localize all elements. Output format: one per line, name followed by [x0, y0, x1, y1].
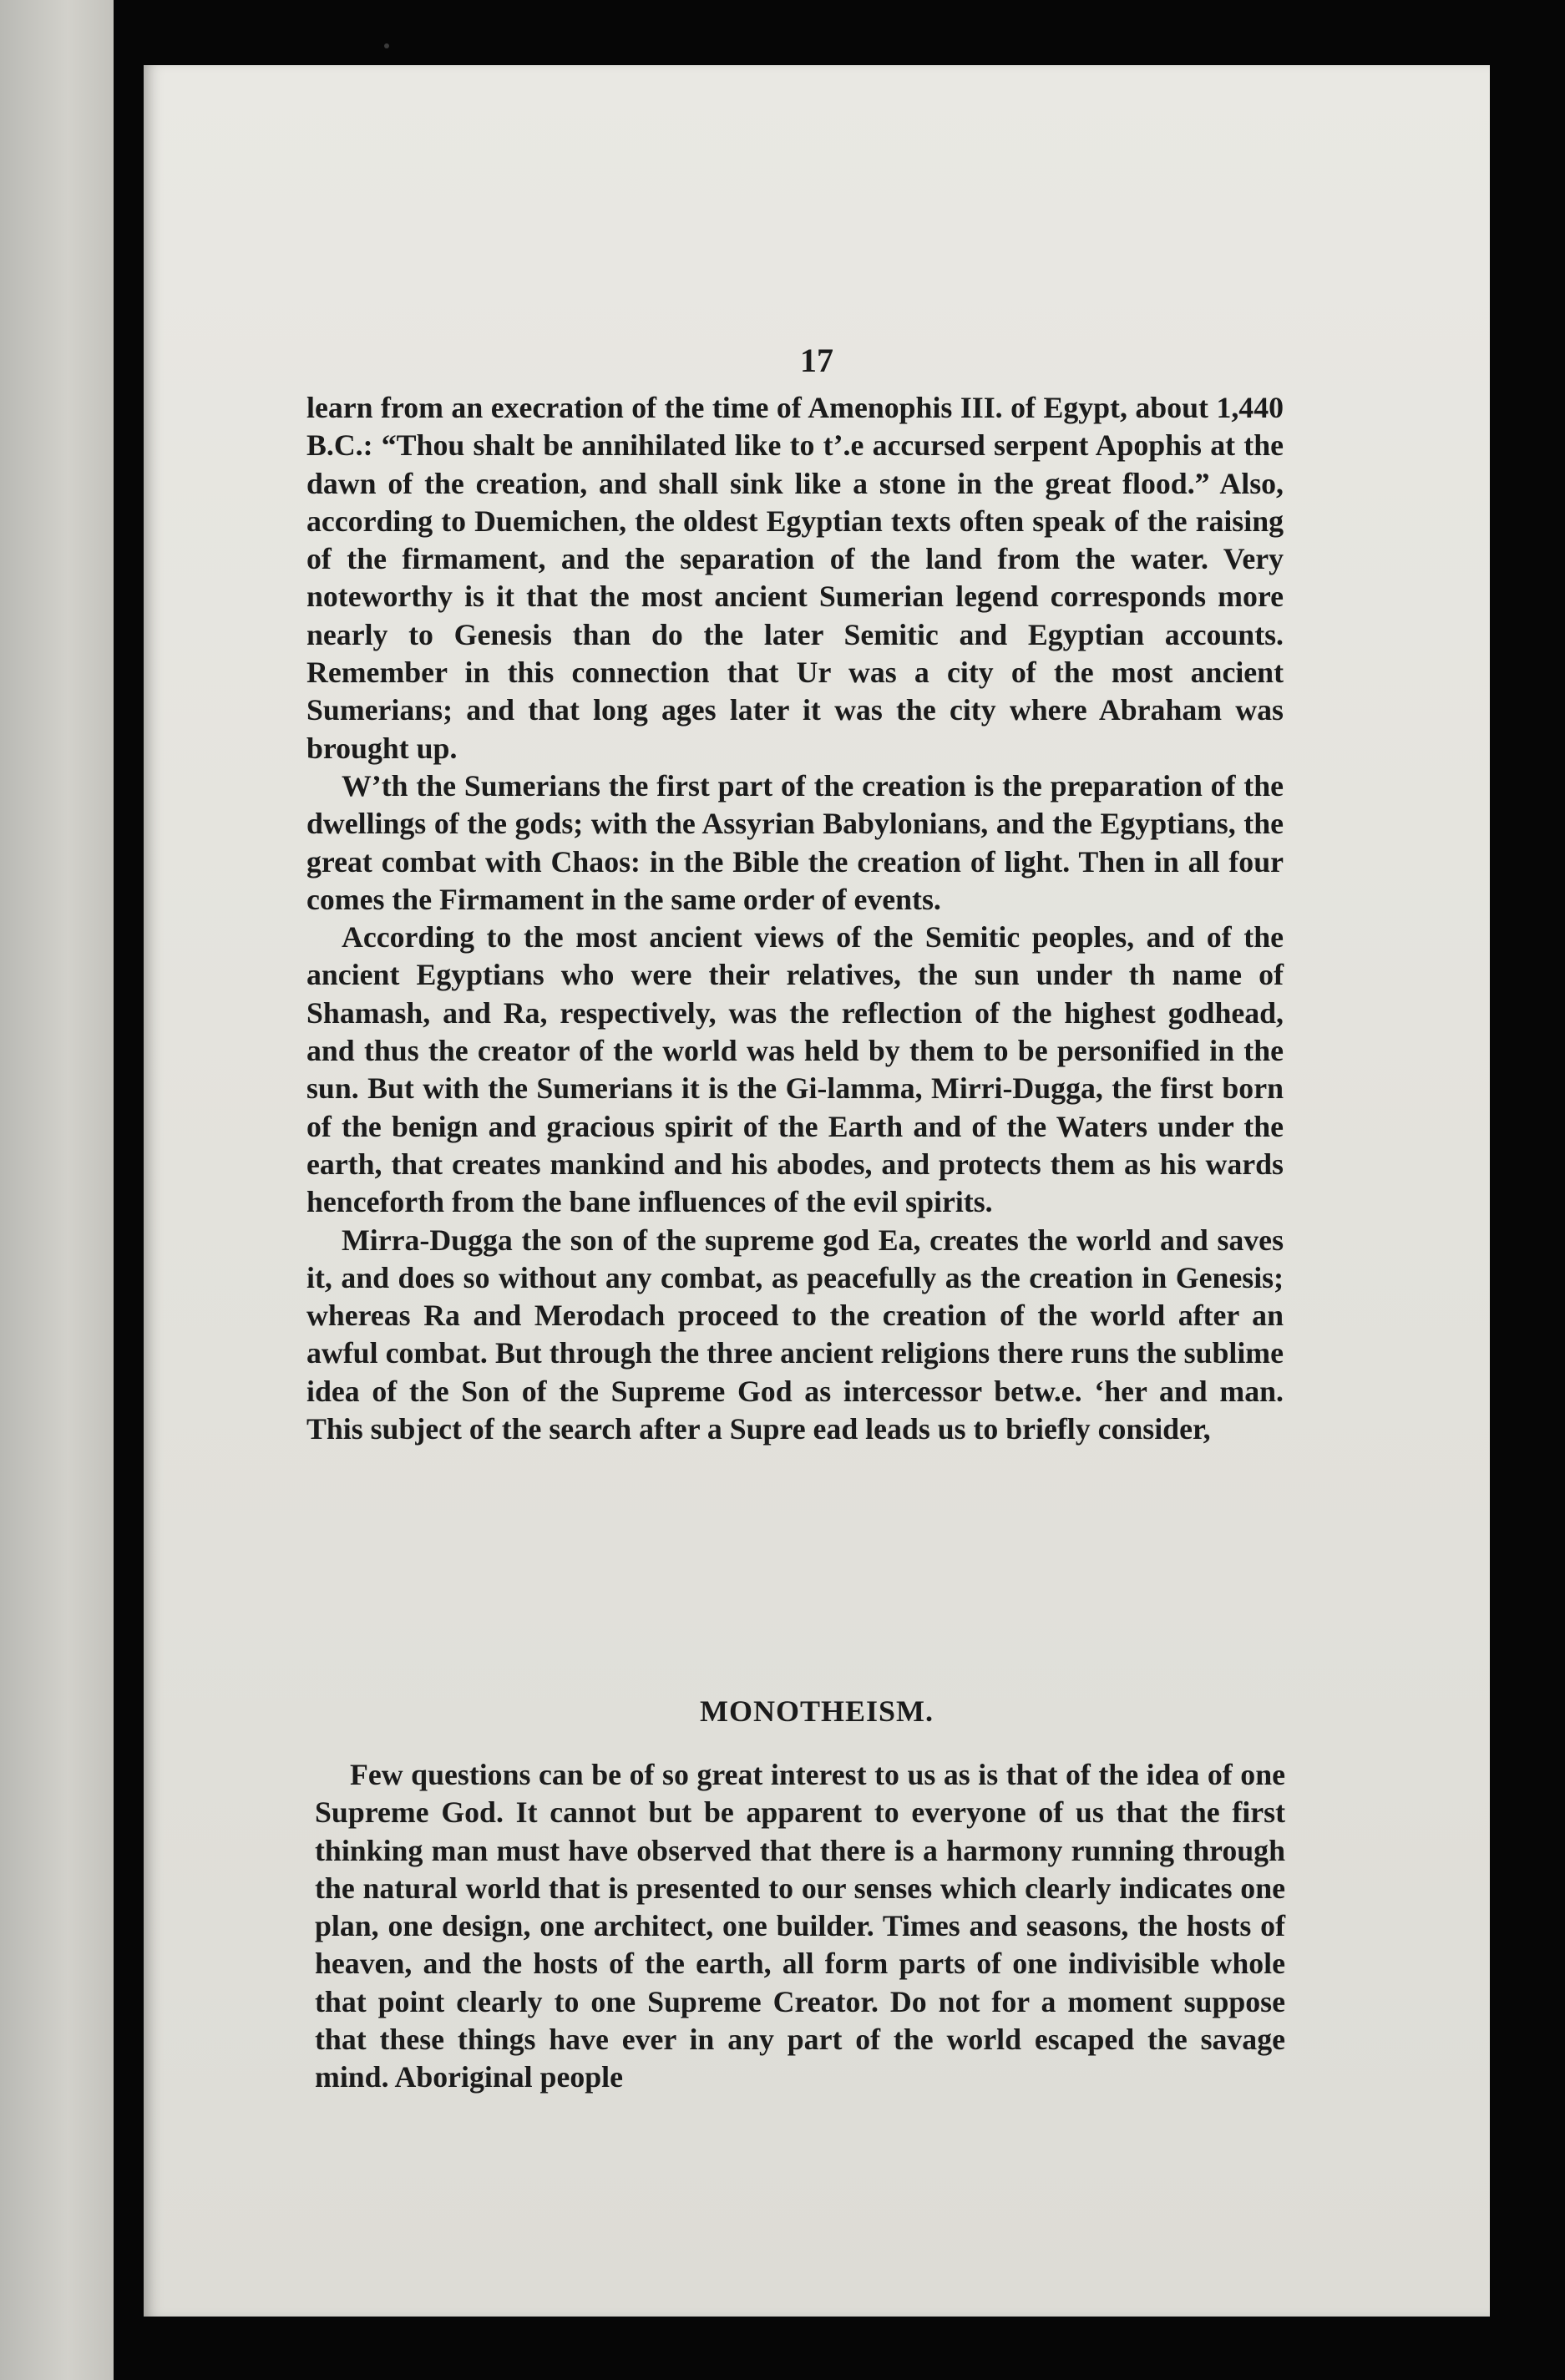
page-number: 17 — [800, 342, 833, 379]
paragraph: W’th the Sumerians the first part of the creation is the preparation of the dwellings of the gods; with the Assyrian Babylonians, and the Egyptians, the great combat with Chaos: in the Bible the creation of light. Then in all four comes the Firmament in the same order of events. — [306, 768, 1284, 916]
body-text — [306, 389, 1284, 1448]
section-heading: MONOTHEISM. — [699, 1694, 934, 1728]
paragraph: According to the most ancient views of the Semitic peoples, and of the ancient Egyptians who were their relatives, the sun under th name of Shamash, and Ra, respectively, was the reflection of the highest godhead, and thus the creator of the world was held by them to be personified in the sun. But with the Sumerians it is the Gi-lamma, Mirri-Dugga, the first born of the benign and gracious spirit of the Earth and of the Waters under the earth, that creates mankind and his abodes, and protects them as his wards henceforth from the bane influences of the evil spirits. — [306, 920, 1284, 1219]
paragraph: Mirra-Dugga the son of the supreme god Ea, creates the world and saves it, and does so without any combat, as peacefully as the creation in Genesis; whereas Ra and Merodach proceed to the creation of the world after an awful combat. But through the three ancient religions there runs the sublime idea of the Son of the Supreme God as intercessor betw.e. ‘her and man. This subject of the search after a Supre ead leads us to briefly consider, — [306, 1223, 1284, 1446]
adjacent-page-edge — [0, 0, 114, 2380]
scan-speck — [384, 43, 389, 48]
paragraph: Few questions can be of so great interest to us as is that of the idea of one Supreme God. It cannot but be apparent to everyone of us that the first thinking man must have observed that there is a harmony running through the natural world that is presented to our senses which clearly indicates one plan, one design, one architect, one builder. Times and seasons, the hosts of heaven, and the hosts of the earth, all form parts of one indivisible whole that point clearly to one Supreme Creator. Do not for a moment suppose that these things have ever in any part of the world escaped the savage mind. Aboriginal people — [315, 1758, 1285, 2094]
section-body-text — [315, 1756, 1285, 2097]
book-page — [144, 65, 1490, 2317]
paragraph: learn from an execration of the time of Amenophis III. of Egypt, about 1,440 B.C.: “Thou shalt be annihilated like to t’.e accursed serpent Apophis at the dawn of the creation, and shall sink like a stone in the great flood.” Also, according to Duemichen, the oldest Egyptian texts often speak of the raising of the firmament, and the separation of the land from the water. Very noteworthy is it that the most ancient Sumerian legend corresponds more nearly to Genesis than do the later Semitic and Egyptian accounts. Remember in this connection that Ur was a city of the most ancient Sumerians; and that long ages later it was the city where Abraham was brought up. — [306, 391, 1284, 765]
